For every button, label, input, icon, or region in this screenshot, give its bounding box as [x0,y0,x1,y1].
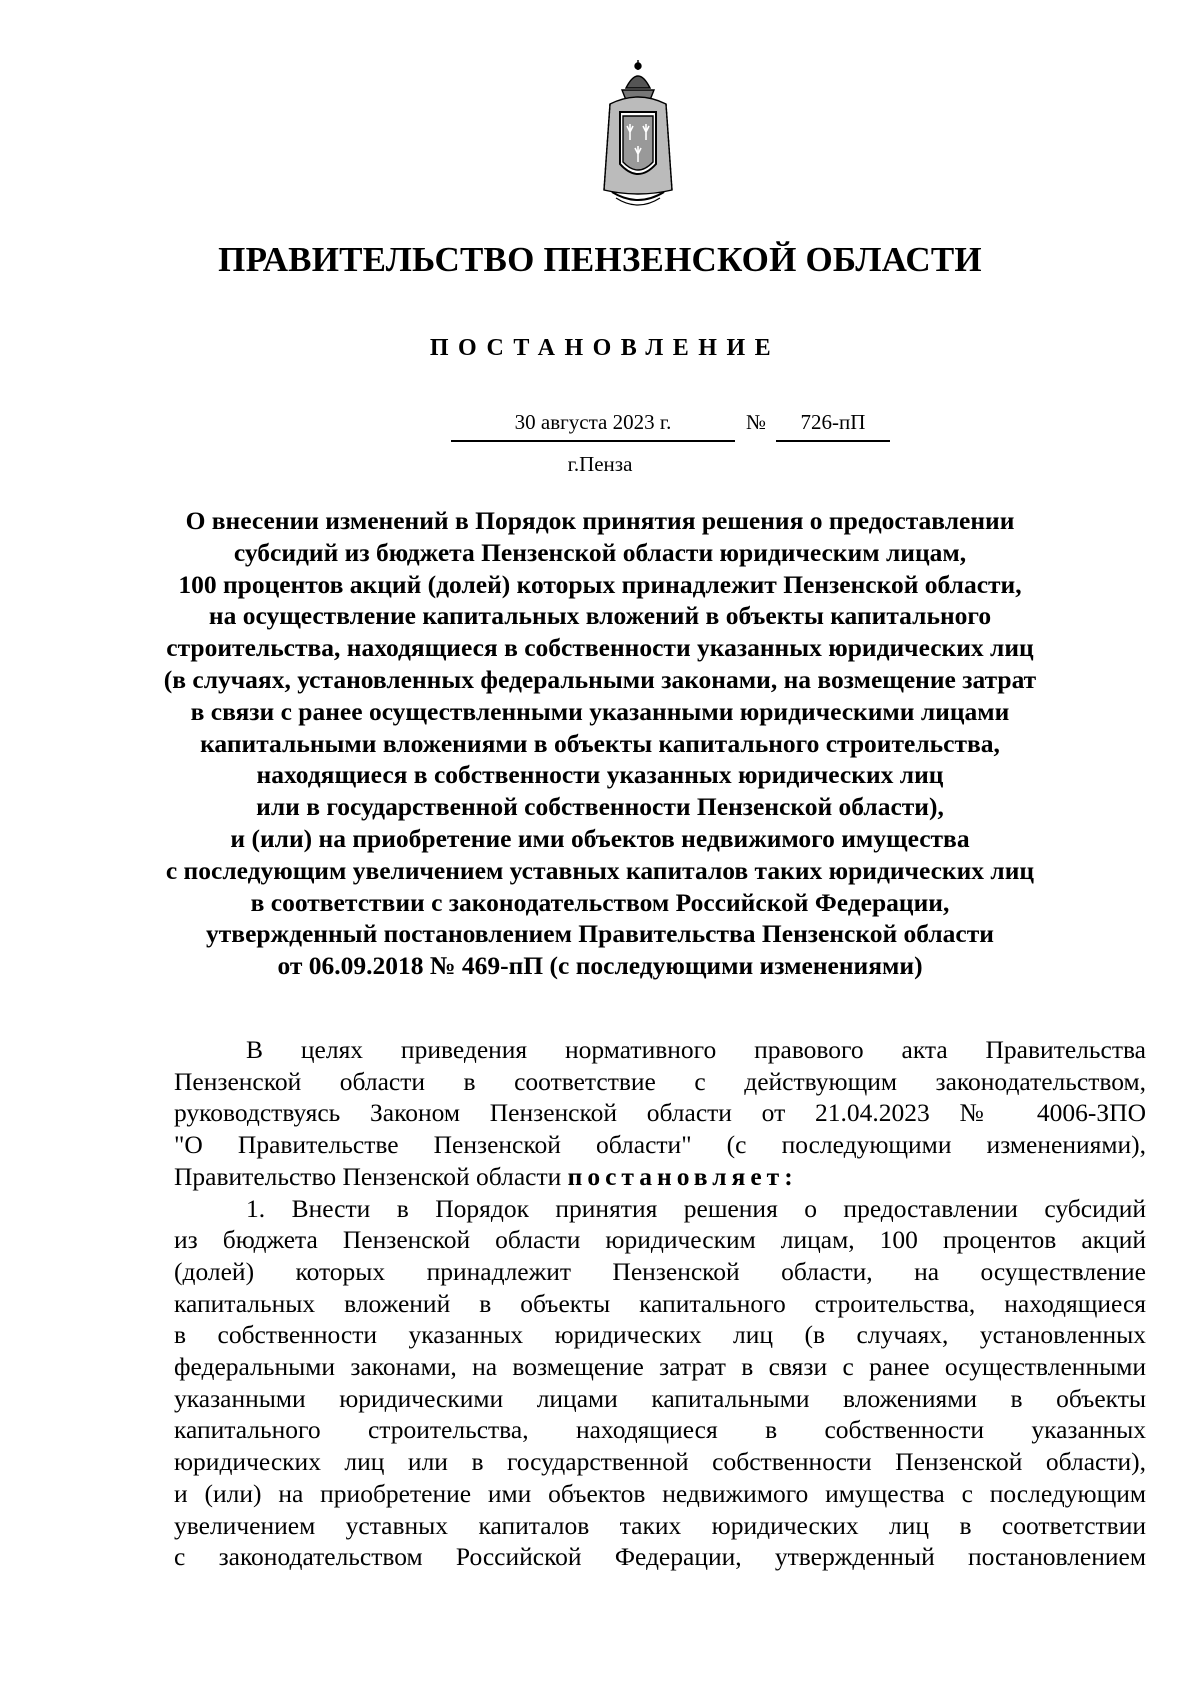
document-place: г.Пенза [567,452,633,476]
coat-of-arms-emblem [598,60,678,212]
heading-line: (в случаях, установленных федеральными законами, на возмещение затрат [163,664,1037,694]
heading-line: утвержденный постановлением Правительства Пензенской области [206,919,994,949]
item1-line: указанными юридическими лицами капитальными вложениями в объекты [174,1383,1146,1413]
organization-title: ПРАВИТЕЛЬСТВО ПЕНЗЕНСКОЙ ОБЛАСТИ [218,240,982,279]
item1-line: в собственности указанных юридических лиц (в случаях, установленных [174,1320,1146,1350]
document-number: 726-пП [776,410,890,442]
document-type: ПОСТАНОВЛЕНИЕ [429,335,781,361]
preamble-line: В целях приведения нормативного правового акта Правительства [246,1035,1146,1064]
item1-line: капитальных вложений в объекты капитального строительства, находящиеся [174,1288,1146,1318]
heading-line: от 06.09.2018 № 469-пП (с последующими изменениями) [277,951,923,981]
decree-word: постановляет: [567,1161,798,1191]
heading-line: и (или) на приобретение ими объектов недвижимого имущества [230,823,970,853]
heading-line: находящиеся в собственности указанных юридических лиц [256,760,944,790]
item1-line: федеральными законами, на возмещение затрат в связи с ранее осуществленными [174,1352,1146,1382]
item1-line: (долей) которых принадлежит Пензенской области, на осуществление [174,1256,1146,1286]
item1-line: юридических лиц или в государственной собственности Пензенской области), [174,1447,1146,1477]
heading-line: или в государственной собственности Пензенской области), [256,792,944,822]
document-date: 30 августа 2023 г. [451,410,735,442]
heading-line: О внесении изменений в Порядок принятия решения о предоставлении [185,506,1015,535]
heading-line: строительства, находящиеся в собственности указанных юридических лиц [166,633,1034,663]
document-heading [150,505,1050,982]
document-body [174,1034,1146,1573]
heading-line: капитальными вложениями в объекты капитального строительства, [200,728,1000,758]
item1-line: из бюджета Пензенской области юридическим лицам, 100 процентов акций [174,1225,1146,1255]
number-sign: № [746,410,767,434]
item1-line: с законодательством Российской Федерации, утвержденный постановлением [174,1542,1146,1572]
preamble-line: руководствуясь Законом Пензенской области от 21.04.2023 № 4006-ЗПО [174,1098,1146,1128]
item1-line: и (или) на приобретение ими объектов недвижимого имущества с последующим [174,1478,1146,1508]
preamble-line: Правительство Пензенской области [174,1161,562,1191]
preamble-line: "О Правительстве Пензенской области" (с последующими изменениями), [174,1130,1146,1160]
heading-line: в соответствии с законодательством Российской Федерации, [250,887,950,917]
heading-line: в связи с ранее осуществленными указанными юридическими лицами [190,696,1010,726]
heading-line: 100 процентов акций (долей) которых принадлежит Пензенской области, [178,569,1022,599]
preamble-line: Пензенской области в соответствие с действующим законодательством, [174,1066,1146,1096]
preamble-last-line [174,1161,1146,1193]
heading-line: субсидий из бюджета Пензенской области юридическим лицам, [233,537,967,567]
item1-line: 1. Внести в Порядок принятия решения о предоставлении субсидий [246,1193,1146,1223]
item1-line: капитального строительства, находящиеся в собственности указанных [174,1415,1146,1445]
item1-line: увеличением уставных капиталов таких юридических лиц в соответствии [174,1510,1146,1540]
heading-line: с последующим увеличением уставных капиталов таких юридических лиц [165,855,1035,885]
heading-line: на осуществление капитальных вложений в объекты капитального [208,601,992,631]
